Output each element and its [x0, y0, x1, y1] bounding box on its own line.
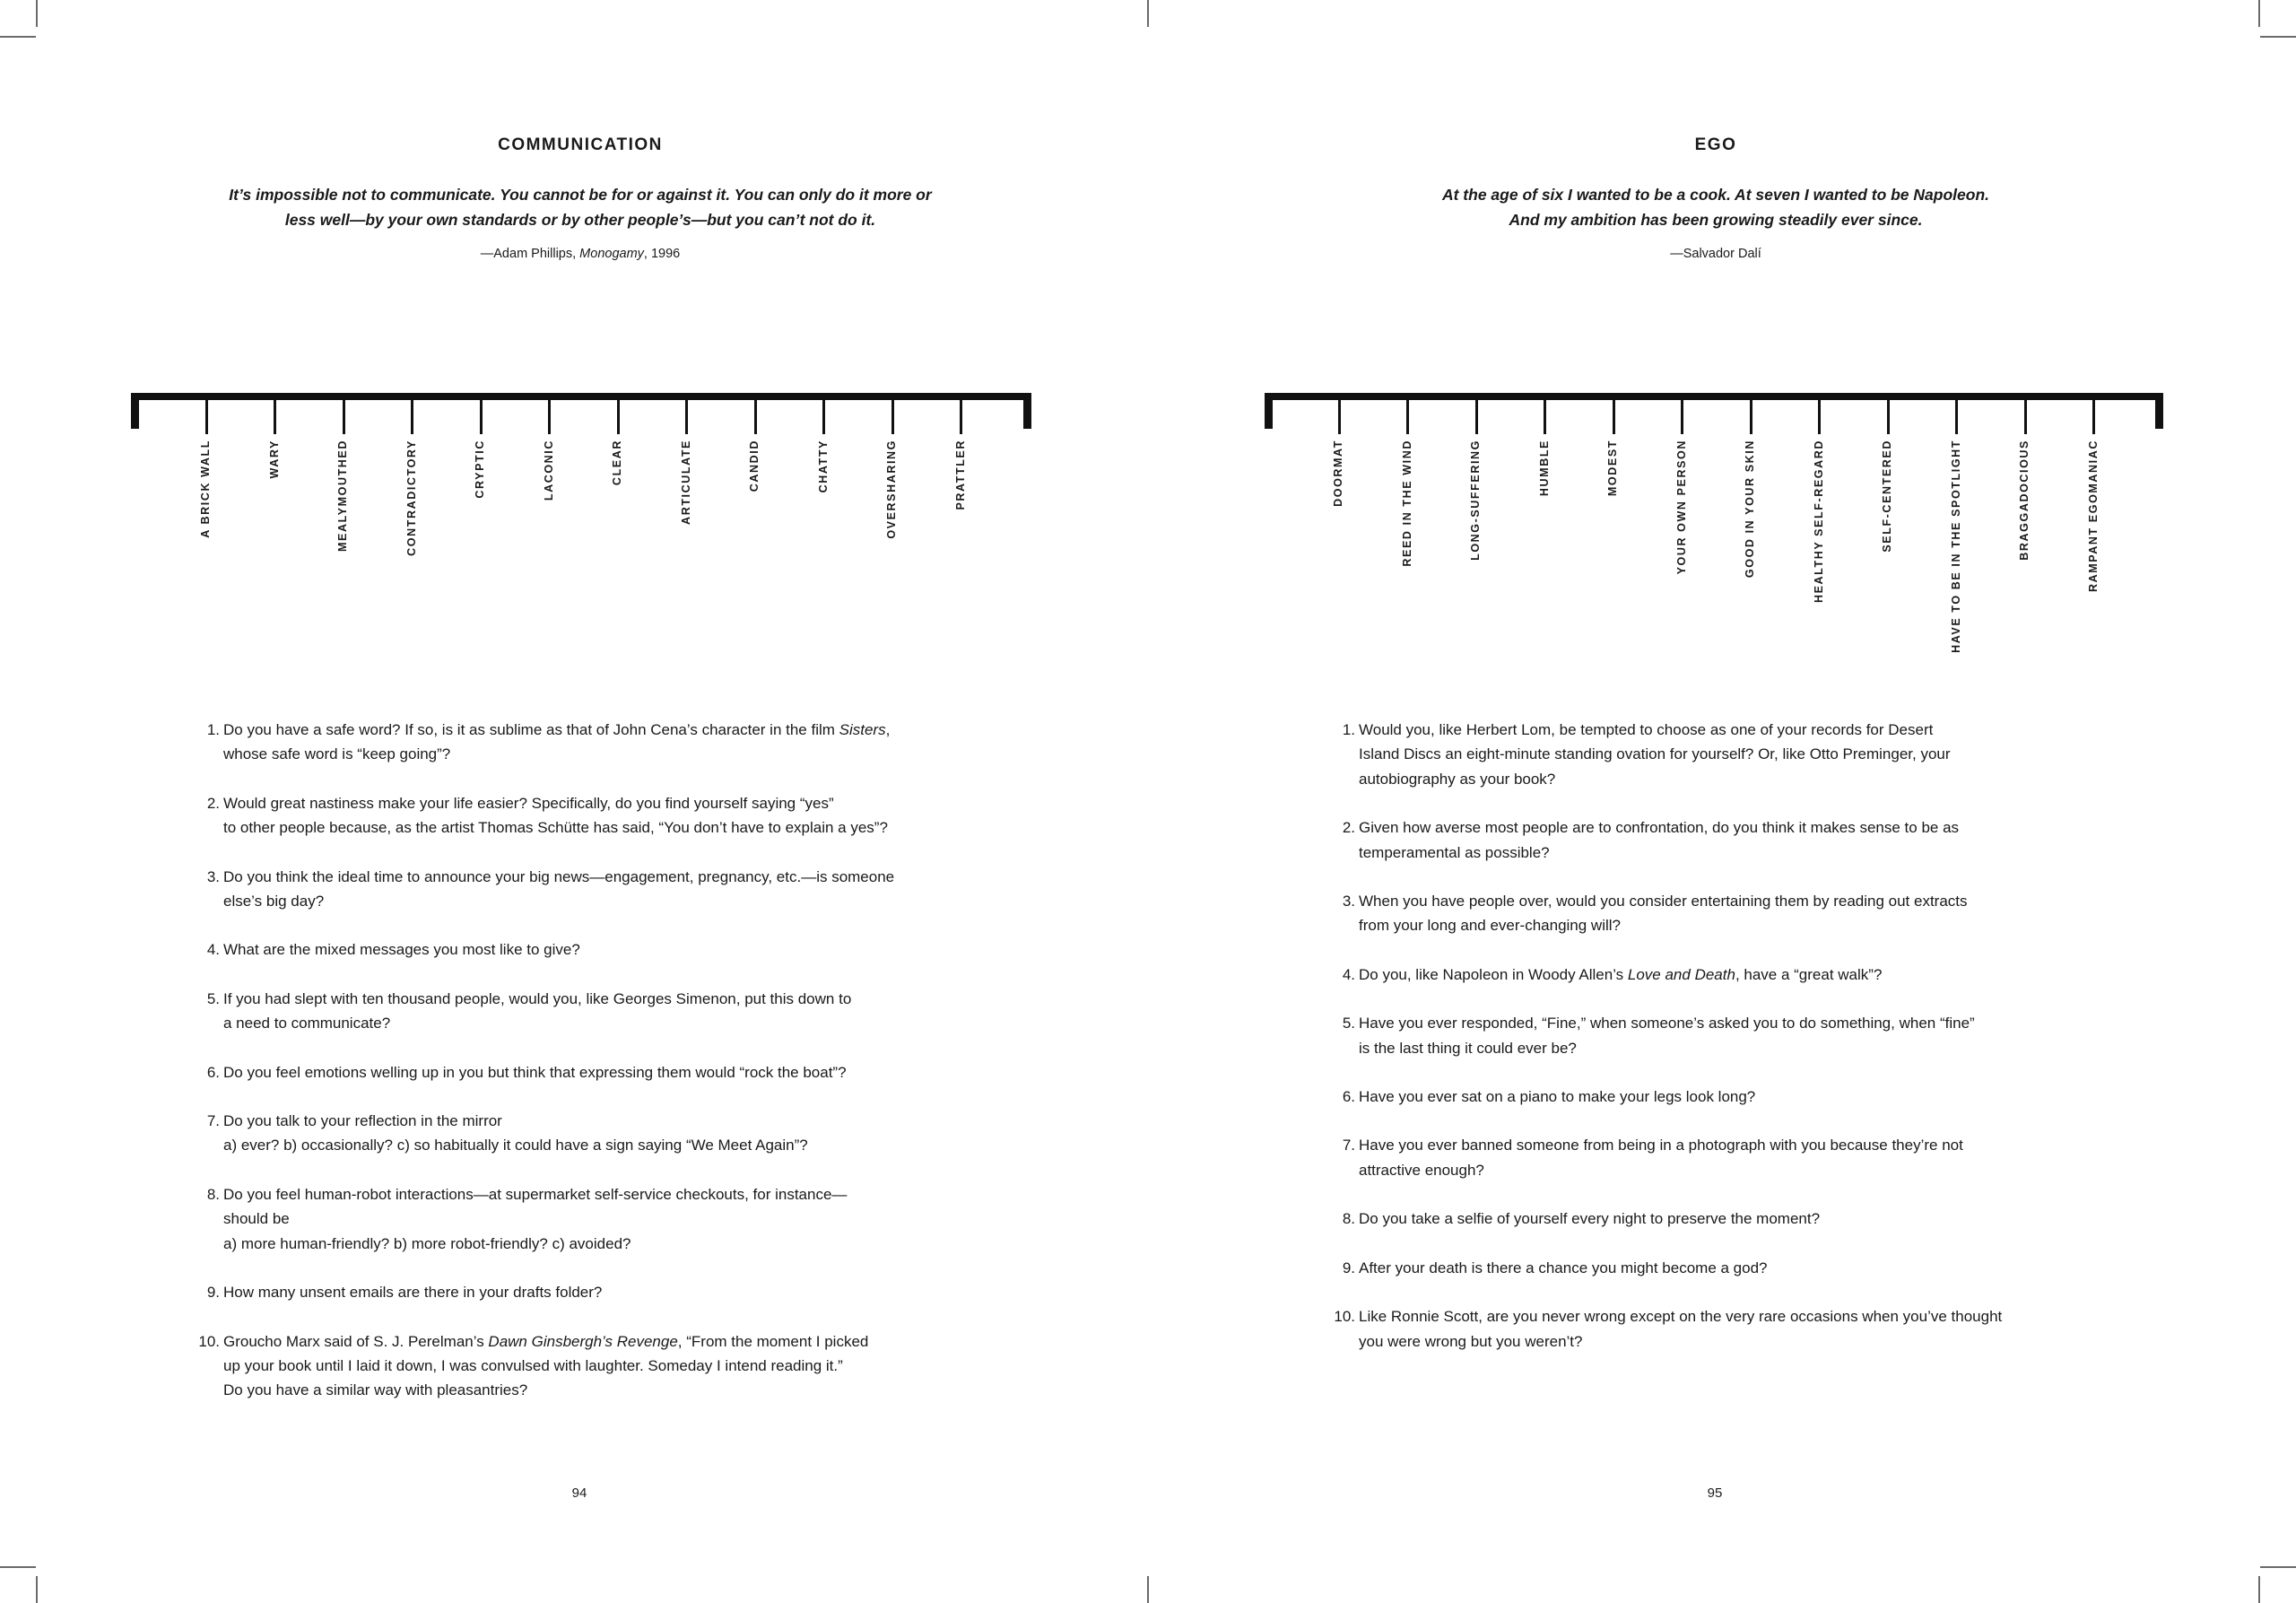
- question-line: [223, 791, 1013, 815]
- question-text: If you had slept with ten thousand people, would you, like Georges Simenon, put this down to: [223, 989, 852, 1007]
- scale-tick: [617, 396, 620, 434]
- scale-label: MEALYMOUTHED: [336, 440, 349, 552]
- question-text: else’s big day?: [223, 893, 325, 910]
- question-line: [1359, 767, 2148, 791]
- scale-label: CRYPTIC: [474, 440, 486, 499]
- question-line: [1359, 1207, 2148, 1231]
- question-number: 8.: [206, 1185, 220, 1203]
- attribution-work: Monogamy: [579, 247, 644, 261]
- quote-attribution: [1148, 247, 2283, 261]
- question-item: [206, 718, 1013, 767]
- question-line: [1359, 963, 2148, 987]
- question-text: , “From the moment I picked: [677, 1332, 869, 1350]
- scale-label: OVERSHARING: [885, 440, 898, 539]
- question-item: [1342, 1256, 2148, 1280]
- scale-label: CANDID: [748, 440, 761, 492]
- scale-tick: [343, 396, 345, 434]
- question-text: should be: [223, 1210, 290, 1228]
- question-line: [223, 1060, 1013, 1085]
- question-number: 2.: [206, 794, 220, 812]
- scale-tick: [205, 396, 208, 434]
- question-line: [223, 1354, 1013, 1378]
- question-text: Do you feel emotions welling up in you but think that expressing them would “rock the boat”?: [223, 1063, 847, 1081]
- scale-tick: [1613, 396, 1615, 434]
- question-item: [1342, 815, 2148, 865]
- question-line: [223, 742, 1013, 766]
- question-number: 5.: [1342, 1015, 1355, 1032]
- scale-label: LONG-SUFFERING: [1469, 440, 1482, 561]
- question-number: 7.: [206, 1112, 220, 1130]
- question-line: [223, 865, 1013, 889]
- question-number: 4.: [206, 941, 220, 959]
- question-text: a need to communicate?: [223, 1015, 391, 1032]
- rating-scale: [131, 393, 1031, 680]
- question-text: Do you feel human-robot interactions—at supermarket self-service checkouts, for instance—: [223, 1185, 848, 1203]
- question-line: [1359, 742, 2148, 766]
- question-text: Have you ever sat on a piano to make your legs look long?: [1359, 1088, 1756, 1106]
- question-text: you were wrong but you weren’t?: [1359, 1332, 1583, 1350]
- question-text: Do you talk to your reflection in the mirror: [223, 1112, 502, 1130]
- quote-line: At the age of six I wanted to be a cook. At seven I wanted to be Napoleon.: [1441, 186, 1989, 204]
- scale-tick: [1475, 396, 1478, 434]
- attribution-author: —Salvador Dalí: [1670, 247, 1761, 261]
- question-text: a) ever? b) occasionally? c) so habitually it could have a sign saying “We Meet Again”?: [223, 1137, 808, 1154]
- scale-label: A BRICK WALL: [199, 440, 212, 538]
- question-text: Do you take a selfie of yourself every night to preserve the moment?: [1359, 1210, 1821, 1228]
- scale-label: RAMPANT EGOMANIAC: [2086, 440, 2100, 593]
- question-text: What are the mixed messages you most like to give?: [223, 941, 580, 959]
- scale-end-right: [2155, 393, 2163, 429]
- question-text: up your book until I laid it down, I was convulsed with laughter. Someday I intend reading it.”: [223, 1356, 843, 1374]
- scale-tick: [480, 396, 483, 434]
- question-number: 7.: [1342, 1137, 1355, 1154]
- scale-tick: [754, 396, 757, 434]
- italic-title: Sisters: [839, 721, 886, 738]
- question-line: [1359, 1011, 2148, 1035]
- question-item: [206, 987, 1013, 1036]
- question-item: [206, 1182, 1013, 1256]
- question-text: After your death is there a chance you might become a god?: [1359, 1259, 1768, 1276]
- question-list: [198, 718, 1013, 1427]
- question-text: Given how averse most people are to confrontation, do you think it makes sense to be as: [1359, 819, 1960, 837]
- question-text: Have you ever banned someone from being in a photograph with you because they’re not: [1359, 1137, 1963, 1154]
- scale-label: CHATTY: [816, 440, 830, 493]
- question-text: Island Discs an eight-minute standing ovation for yourself? Or, like Otto Preminger, your: [1359, 745, 1951, 763]
- question-number: 3.: [1342, 893, 1355, 910]
- scale-label: REED IN THE WIND: [1400, 440, 1413, 567]
- question-number: 1.: [206, 721, 220, 738]
- question-number: 2.: [1342, 819, 1355, 837]
- question-item: [198, 1329, 1013, 1403]
- quote-attribution: [0, 247, 1161, 261]
- question-number: 6.: [1342, 1088, 1355, 1106]
- italic-title: Dawn Ginsbergh’s Revenge: [488, 1332, 678, 1350]
- scale-label: WARY: [267, 440, 281, 479]
- question-text: Do you have a safe word? If so, is it as sublime as that of John Cena’s character in the film: [223, 721, 839, 738]
- question-line: [223, 937, 1013, 962]
- question-line: [1359, 1036, 2148, 1060]
- attribution-year: , 1996: [643, 247, 681, 261]
- question-line: [1359, 718, 2148, 742]
- question-line: [223, 1280, 1013, 1304]
- scale-tick: [411, 396, 413, 434]
- scale-label: BRAGGADOCIOUS: [2018, 440, 2031, 561]
- question-line: [1359, 1158, 2148, 1182]
- rating-scale: [1265, 393, 2163, 680]
- scale-tick: [1955, 396, 1958, 434]
- epigraph-quote: [0, 182, 1161, 232]
- question-item: [206, 937, 1013, 962]
- question-text: When you have people over, would you consider entertaining them by reading out extracts: [1359, 893, 1968, 910]
- scale-tick: [548, 396, 551, 434]
- scale-label: DOORMAT: [1332, 440, 1344, 507]
- question-text: Do you, like Napoleon in Woody Allen’s: [1359, 965, 1628, 983]
- question-line: [223, 1182, 1013, 1207]
- scale-label: CLEAR: [611, 440, 623, 486]
- question-number: 3.: [206, 867, 220, 885]
- scale-end-right: [1023, 393, 1031, 429]
- question-text: Like Ronnie Scott, are you never wrong except on the very rare occasions when you’ve thought: [1359, 1308, 2003, 1326]
- scale-end-left: [131, 393, 139, 429]
- question-line: [1359, 1304, 2148, 1329]
- question-text: temperamental as possible?: [1359, 843, 1550, 861]
- scale-tick: [2024, 396, 2027, 434]
- page-title: EGO: [1694, 135, 1737, 154]
- question-line: [223, 1011, 1013, 1035]
- question-text: from your long and ever-changing will?: [1359, 917, 1621, 935]
- question-item: [1342, 718, 2148, 791]
- question-line: [1359, 913, 2148, 937]
- scale-label: HAVE TO BE IN THE SPOTLIGHT: [1949, 440, 1962, 653]
- scale-tick: [1406, 396, 1409, 434]
- question-line: [1359, 1133, 2148, 1157]
- scale-tick: [685, 396, 688, 434]
- question-line: [223, 1133, 1013, 1157]
- scale-bar: [1265, 393, 2163, 400]
- question-text: Do you think the ideal time to announce your big news—engagement, pregnancy, etc.—is someone: [223, 867, 895, 885]
- scale-label: HEALTHY SELF-REGARD: [1812, 440, 1825, 604]
- question-line: [223, 1232, 1013, 1256]
- question-line: [1359, 1085, 2148, 1109]
- question-item: [206, 791, 1013, 841]
- question-number: 10.: [198, 1332, 220, 1350]
- scale-label: LACONIC: [542, 440, 555, 501]
- scale-tick: [1338, 396, 1341, 434]
- question-text: Have you ever responded, “Fine,” when someone’s asked you to do something, when “fine”: [1359, 1015, 1975, 1032]
- page-ego: [1148, 0, 2296, 1603]
- epigraph-quote: [1148, 182, 2283, 232]
- scale-tick: [1681, 396, 1683, 434]
- scale-tick: [274, 396, 276, 434]
- scale-tick: [1750, 396, 1752, 434]
- question-number: 4.: [1342, 965, 1355, 983]
- question-line: [223, 889, 1013, 913]
- question-number: 6.: [206, 1063, 220, 1081]
- question-line: [223, 1329, 1013, 1354]
- question-item: [206, 1109, 1013, 1158]
- question-line: [1359, 841, 2148, 865]
- question-item: [1342, 889, 2148, 938]
- question-number: 9.: [206, 1284, 220, 1302]
- question-item: [206, 1060, 1013, 1085]
- question-line: [1359, 815, 2148, 840]
- question-line: [1359, 1256, 2148, 1280]
- question-item: [1334, 1304, 2148, 1354]
- page-title: COMMUNICATION: [498, 135, 663, 154]
- scale-label: CONTRADICTORY: [404, 440, 418, 556]
- page-number: 95: [1707, 1485, 1723, 1501]
- question-number: 5.: [206, 989, 220, 1007]
- question-text: ,: [885, 721, 891, 738]
- question-line: [223, 718, 1013, 742]
- scale-tick: [891, 396, 894, 434]
- scale-tick: [960, 396, 962, 434]
- question-text: Do you have a similar way with pleasantries?: [223, 1381, 528, 1399]
- page-number: 94: [571, 1485, 587, 1501]
- question-item: [1342, 1133, 2148, 1182]
- question-text: Would great nastiness make your life easier? Specifically, do you find yourself saying “yes”: [223, 794, 834, 812]
- question-item: [206, 1280, 1013, 1304]
- scale-tick: [2092, 396, 2095, 434]
- question-item: [1342, 1085, 2148, 1109]
- question-list: [1334, 718, 2148, 1378]
- question-text: whose safe word is “keep going”?: [223, 745, 451, 763]
- question-item: [1342, 1207, 2148, 1231]
- question-text: How many unsent emails are there in your drafts folder?: [223, 1284, 603, 1302]
- scale-tick: [1818, 396, 1821, 434]
- quote-line: And my ambition has been growing steadily ever since.: [1509, 211, 1923, 229]
- question-text: , have a “great walk”?: [1735, 965, 1883, 983]
- question-line: [223, 987, 1013, 1011]
- quote-line: It’s impossible not to communicate. You cannot be for or against it. You can only do it more or: [229, 186, 932, 204]
- question-number: 10.: [1334, 1308, 1355, 1326]
- scale-label: MODEST: [1606, 440, 1619, 497]
- scale-label: GOOD IN YOUR SKIN: [1744, 440, 1756, 579]
- question-text: a) more human-friendly? b) more robot-friendly? c) avoided?: [223, 1234, 631, 1252]
- question-text: Would you, like Herbert Lom, be tempted to choose as one of your records for Desert: [1359, 721, 1934, 738]
- question-text: is the last thing it could ever be?: [1359, 1039, 1577, 1057]
- question-item: [206, 865, 1013, 914]
- question-line: [223, 1207, 1013, 1231]
- scale-label: YOUR OWN PERSON: [1674, 440, 1688, 575]
- question-text: to other people because, as the artist Thomas Schütte has said, “You don’t have to explain a yes”?: [223, 819, 888, 837]
- question-line: [223, 1378, 1013, 1402]
- question-line: [223, 815, 1013, 840]
- question-item: [1342, 963, 2148, 987]
- question-line: [1359, 889, 2148, 913]
- scale-label: HUMBLE: [1537, 440, 1551, 497]
- question-line: [223, 1109, 1013, 1133]
- quote-line: less well—by your own standards or by other people’s—but you can’t not do it.: [284, 211, 876, 229]
- question-line: [1359, 1329, 2148, 1354]
- question-text: autobiography as your book?: [1359, 770, 1556, 788]
- scale-tick: [822, 396, 825, 434]
- question-number: 8.: [1342, 1210, 1355, 1228]
- scale-bar: [131, 393, 1031, 400]
- scale-tick: [1544, 396, 1546, 434]
- scale-label: SELF-CENTERED: [1881, 440, 1893, 553]
- question-text: Groucho Marx said of S. J. Perelman’s: [223, 1332, 489, 1350]
- scale-label: ARTICULATE: [679, 440, 692, 525]
- scale-tick: [1887, 396, 1890, 434]
- question-text: attractive enough?: [1359, 1161, 1484, 1179]
- scale-label: PRATTLER: [953, 440, 967, 510]
- scale-end-left: [1265, 393, 1273, 429]
- question-number: 9.: [1342, 1259, 1355, 1276]
- question-number: 1.: [1342, 721, 1355, 738]
- italic-title: Love and Death: [1627, 965, 1735, 983]
- question-item: [1342, 1011, 2148, 1060]
- attribution-author: —Adam Phillips,: [480, 247, 580, 261]
